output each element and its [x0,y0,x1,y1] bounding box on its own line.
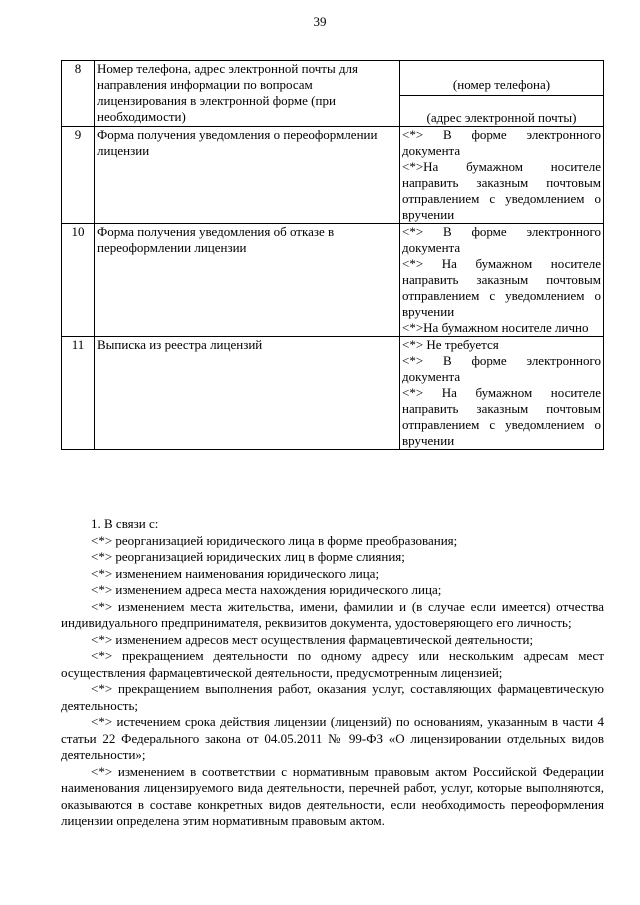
reason-item[interactable]: <*> прекращением деятельности по одному адресу или нескольким адресам мест осуществления фармацевтической деятельности, предусмотренным лицензией; [61,648,604,680]
option-paper-mail[interactable]: <*>На бумажном носителе направить заказным почтовым отправлением с уведомлением о вручении [402,159,601,222]
option-paper-mail[interactable]: <*> На бумажном носителе направить заказным почтовым отправлением с уведомлением о вручении [402,385,601,448]
option-paper-mail[interactable]: <*> На бумажном носителе направить заказным почтовым отправлением с уведомлением о вручении [402,256,601,319]
page-number: 39 [313,14,327,29]
reason-item[interactable]: <*> прекращением выполнения работ, оказания услуг, составляющих фармацевтическую деятельность; [61,681,604,713]
reason-item[interactable]: <*> истечением срока действия лицензии (лицензий) по основаниям, указанным в части 4 статьи 22 Федерального закона от 04.05.2011 № 99-ФЗ «О лицензировании отдельных видов деятельности»; [61,714,604,762]
row-number: 11 [62,337,95,450]
row-number: 10 [62,224,95,337]
row-label: Выписка из реестра лицензий [95,337,400,450]
row-number: 8 [62,61,95,127]
reasons-section [61,516,604,830]
reason-item[interactable]: <*> изменением в соответствии с нормативным правовым актом Российской Федерации наименования лицензируемого вида деятельности, перечней работ, услуг, которые выполняются, оказываются в составе конкретных видов деятельности, если необходимость переоформления лицензии определена этим нормативным правовым актом. [61,763,604,828]
table-row [62,224,604,337]
row-number: 9 [62,127,95,224]
option-electronic[interactable]: <*> В форме электронного документа [402,224,601,255]
option-electronic[interactable]: <*> В форме электронного документа [402,127,601,158]
row-options [400,127,604,224]
phone-caption: (номер телефона) [400,75,603,96]
reason-item[interactable]: <*> изменением наименования юридического лица; [91,565,380,581]
table-row [62,61,604,127]
row-label: Форма получения уведомления о переоформлении лицензии [95,127,400,224]
option-electronic[interactable]: <*> В форме электронного документа [402,353,601,384]
reason-item[interactable]: <*> изменением места жительства, имени, фамилии и (в случае если имеется) отчества индивидуального предпринимателя, реквизитов документа, удостоверяющего его личность; [61,598,604,630]
contact-fields [400,61,604,127]
table-row [62,337,604,450]
reason-item[interactable]: <*> изменением адреса места нахождения юридического лица; [91,582,442,597]
row-label: Форма получения уведомления об отказе в переоформлении лицензии [95,224,400,337]
reason-item[interactable]: <*> изменением адресов мест осуществления фармацевтической деятельности; [91,631,534,647]
reason-item[interactable]: <*> реорганизацией юридического лица в форме преобразования; [91,532,458,548]
option-not-required[interactable]: <*> Не требуется [402,337,499,352]
contact-subtable [400,61,603,126]
section-lead: 1. В связи с: [91,516,159,531]
reason-item[interactable]: <*> реорганизацией юридических лиц в форме слияния; [91,549,405,564]
license-form-table [61,60,604,450]
row-options [400,337,604,450]
table-row [62,127,604,224]
option-paper-in-person[interactable]: <*>На бумажном носителе лично [402,320,589,335]
email-field[interactable] [400,96,603,111]
email-caption: (адрес электронной почты) [426,110,577,125]
row-label: Номер телефона, адрес электронной почты для направления информации по вопросам лицензирования в электронной форме (при необходимости) [95,61,400,127]
phone-field[interactable] [400,61,603,75]
row-options [400,224,604,337]
